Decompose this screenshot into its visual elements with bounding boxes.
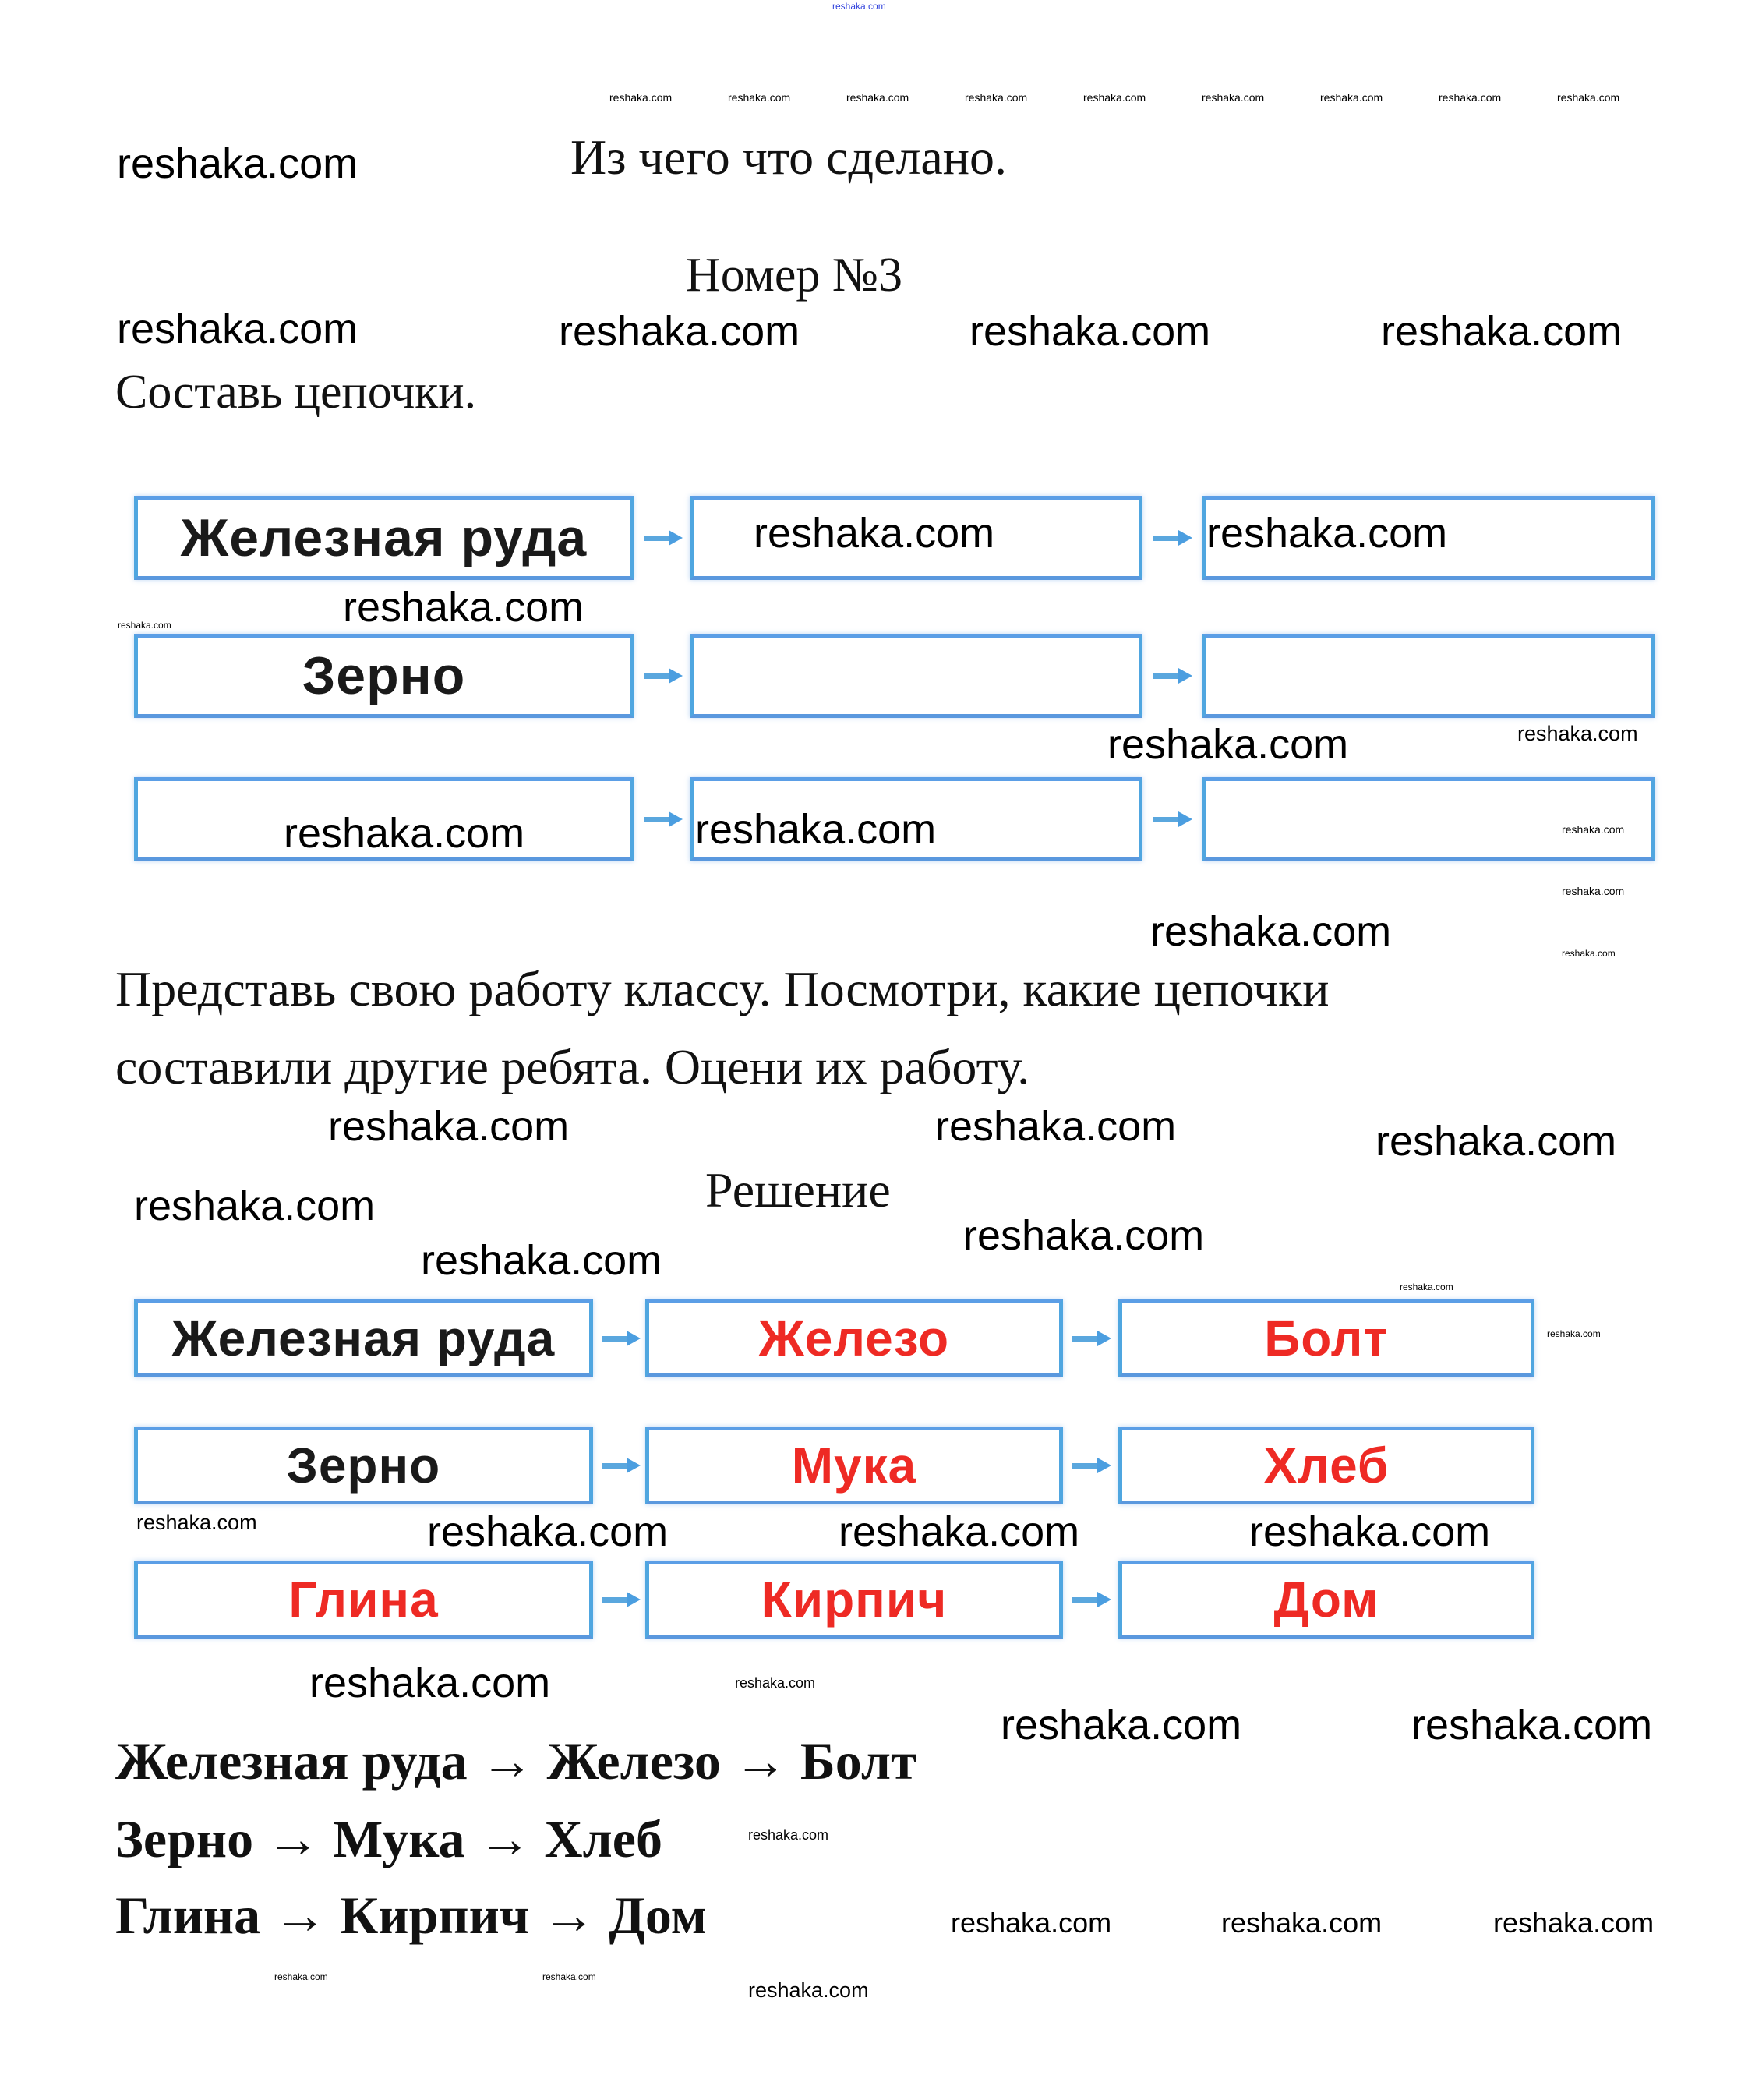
watermark: reshaka.com bbox=[309, 1660, 551, 1706]
watermark: reshaka.com bbox=[274, 1971, 328, 1982]
watermark: reshaka.com bbox=[754, 510, 995, 557]
watermark: reshaka.com bbox=[1107, 721, 1349, 768]
watermark: reshaka.com bbox=[427, 1508, 669, 1555]
arrow-right-icon bbox=[1150, 668, 1195, 684]
paragraph-line-2: составили другие ребята. Оцени их работу. bbox=[115, 1039, 1030, 1094]
watermark: reshaka.com bbox=[1562, 885, 1625, 897]
page-title: Из чего что сделано. bbox=[570, 129, 1008, 185]
solution-box bbox=[134, 1561, 593, 1639]
solution-box-label: Зерно bbox=[286, 1437, 441, 1494]
watermark: reshaka.com bbox=[134, 1183, 376, 1229]
solution-heading: Решение bbox=[705, 1162, 891, 1218]
solution-box bbox=[645, 1427, 1063, 1504]
watermark: reshaka.com bbox=[542, 1971, 596, 1982]
watermark: reshaka.com bbox=[1083, 91, 1146, 104]
watermark: reshaka.com bbox=[963, 1212, 1205, 1259]
solution-box bbox=[645, 1561, 1063, 1639]
solution-box-label: Болт bbox=[1264, 1310, 1389, 1366]
watermark: reshaka.com bbox=[1557, 91, 1620, 104]
instruction-text: Составь цепочки. bbox=[115, 366, 477, 419]
answer-line: Зерно → Мука → Хлеб bbox=[115, 1809, 662, 1868]
watermark: reshaka.com bbox=[117, 306, 358, 352]
watermark: reshaka.com bbox=[965, 91, 1028, 104]
chain-box bbox=[134, 496, 634, 580]
solution-box-label: Глина bbox=[288, 1571, 439, 1628]
arrow-right-icon bbox=[1150, 811, 1195, 827]
watermark: reshaka.com bbox=[735, 1675, 816, 1691]
solution-box-label: Кирпич bbox=[761, 1571, 948, 1628]
watermark: reshaka.com bbox=[421, 1237, 662, 1284]
watermark: reshaka.com bbox=[1320, 91, 1383, 104]
watermark: reshaka.com bbox=[1202, 91, 1265, 104]
watermark: reshaka.com bbox=[118, 620, 171, 631]
watermark: reshaka.com bbox=[559, 308, 800, 355]
arrow-right-icon bbox=[641, 668, 686, 684]
watermark: reshaka.com bbox=[284, 810, 525, 857]
watermark: reshaka.com bbox=[1493, 1907, 1654, 1939]
watermark: reshaka.com bbox=[328, 1103, 570, 1150]
arrow-right-icon bbox=[1069, 1592, 1114, 1607]
watermark: reshaka.com bbox=[1206, 510, 1448, 557]
top-watermark-link[interactable]: reshaka.com bbox=[832, 1, 886, 12]
watermark: reshaka.com bbox=[695, 806, 937, 853]
watermark: reshaka.com bbox=[728, 91, 791, 104]
watermark: reshaka.com bbox=[1150, 908, 1392, 955]
arrow-right-icon bbox=[599, 1592, 644, 1607]
watermark: reshaka.com bbox=[839, 1508, 1080, 1555]
watermark: reshaka.com bbox=[609, 91, 673, 104]
solution-box bbox=[1118, 1561, 1534, 1639]
solution-box bbox=[134, 1427, 593, 1504]
watermark: reshaka.com bbox=[1221, 1907, 1383, 1939]
arrow-right-icon bbox=[1150, 530, 1195, 546]
arrow-right-icon bbox=[599, 1458, 644, 1473]
arrow-right-icon bbox=[641, 530, 686, 546]
watermark: reshaka.com bbox=[951, 1907, 1112, 1939]
watermark: reshaka.com bbox=[935, 1103, 1177, 1150]
solution-box-label: Хлеб bbox=[1263, 1437, 1390, 1494]
paragraph-line-1: Представь свою работу классу. Посмотри, какие цепочки bbox=[115, 961, 1330, 1016]
solution-box bbox=[134, 1299, 593, 1377]
watermark: reshaka.com bbox=[1375, 1118, 1617, 1165]
chain-box-empty[interactable] bbox=[690, 634, 1142, 718]
watermark: reshaka.com bbox=[1411, 1702, 1653, 1748]
watermark: reshaka.com bbox=[748, 1978, 869, 2002]
chain-box-empty[interactable] bbox=[1202, 634, 1655, 718]
watermark: reshaka.com bbox=[1400, 1282, 1453, 1292]
chain-box-empty[interactable] bbox=[1202, 777, 1655, 861]
watermark: reshaka.com bbox=[748, 1827, 829, 1843]
solution-box bbox=[645, 1299, 1063, 1377]
watermark: reshaka.com bbox=[1381, 308, 1623, 355]
solution-box-label: Мука bbox=[791, 1437, 917, 1494]
solution-box bbox=[1118, 1299, 1534, 1377]
watermark: reshaka.com bbox=[969, 308, 1211, 355]
chain-box bbox=[134, 634, 634, 718]
watermark: reshaka.com bbox=[1562, 948, 1616, 959]
watermark: reshaka.com bbox=[1517, 722, 1638, 745]
arrow-right-icon bbox=[599, 1331, 644, 1346]
watermark: reshaka.com bbox=[1562, 823, 1625, 836]
watermark: reshaka.com bbox=[136, 1511, 257, 1534]
arrow-right-icon bbox=[641, 811, 686, 827]
exercise-number: Номер №3 bbox=[686, 249, 903, 302]
chain-box-label: Зерно bbox=[302, 646, 466, 705]
solution-box-label: Железная руда bbox=[171, 1310, 556, 1366]
chain-box-label: Железная руда bbox=[180, 508, 588, 567]
solution-box bbox=[1118, 1427, 1534, 1504]
watermark: reshaka.com bbox=[1547, 1328, 1601, 1339]
watermark: reshaka.com bbox=[846, 91, 909, 104]
watermark: reshaka.com bbox=[1249, 1508, 1491, 1555]
arrow-right-icon bbox=[1069, 1331, 1114, 1346]
answer-line: Железная руда → Железо → Болт bbox=[115, 1731, 917, 1791]
solution-box-label: Железо bbox=[758, 1310, 950, 1366]
watermark: reshaka.com bbox=[1439, 91, 1502, 104]
watermark: reshaka.com bbox=[117, 140, 358, 187]
arrow-right-icon bbox=[1069, 1458, 1114, 1473]
watermark: reshaka.com bbox=[1001, 1702, 1242, 1748]
watermark: reshaka.com bbox=[343, 584, 584, 631]
answer-line: Глина → Кирпич → Дом bbox=[115, 1886, 707, 1945]
solution-box-label: Дом bbox=[1273, 1571, 1379, 1628]
